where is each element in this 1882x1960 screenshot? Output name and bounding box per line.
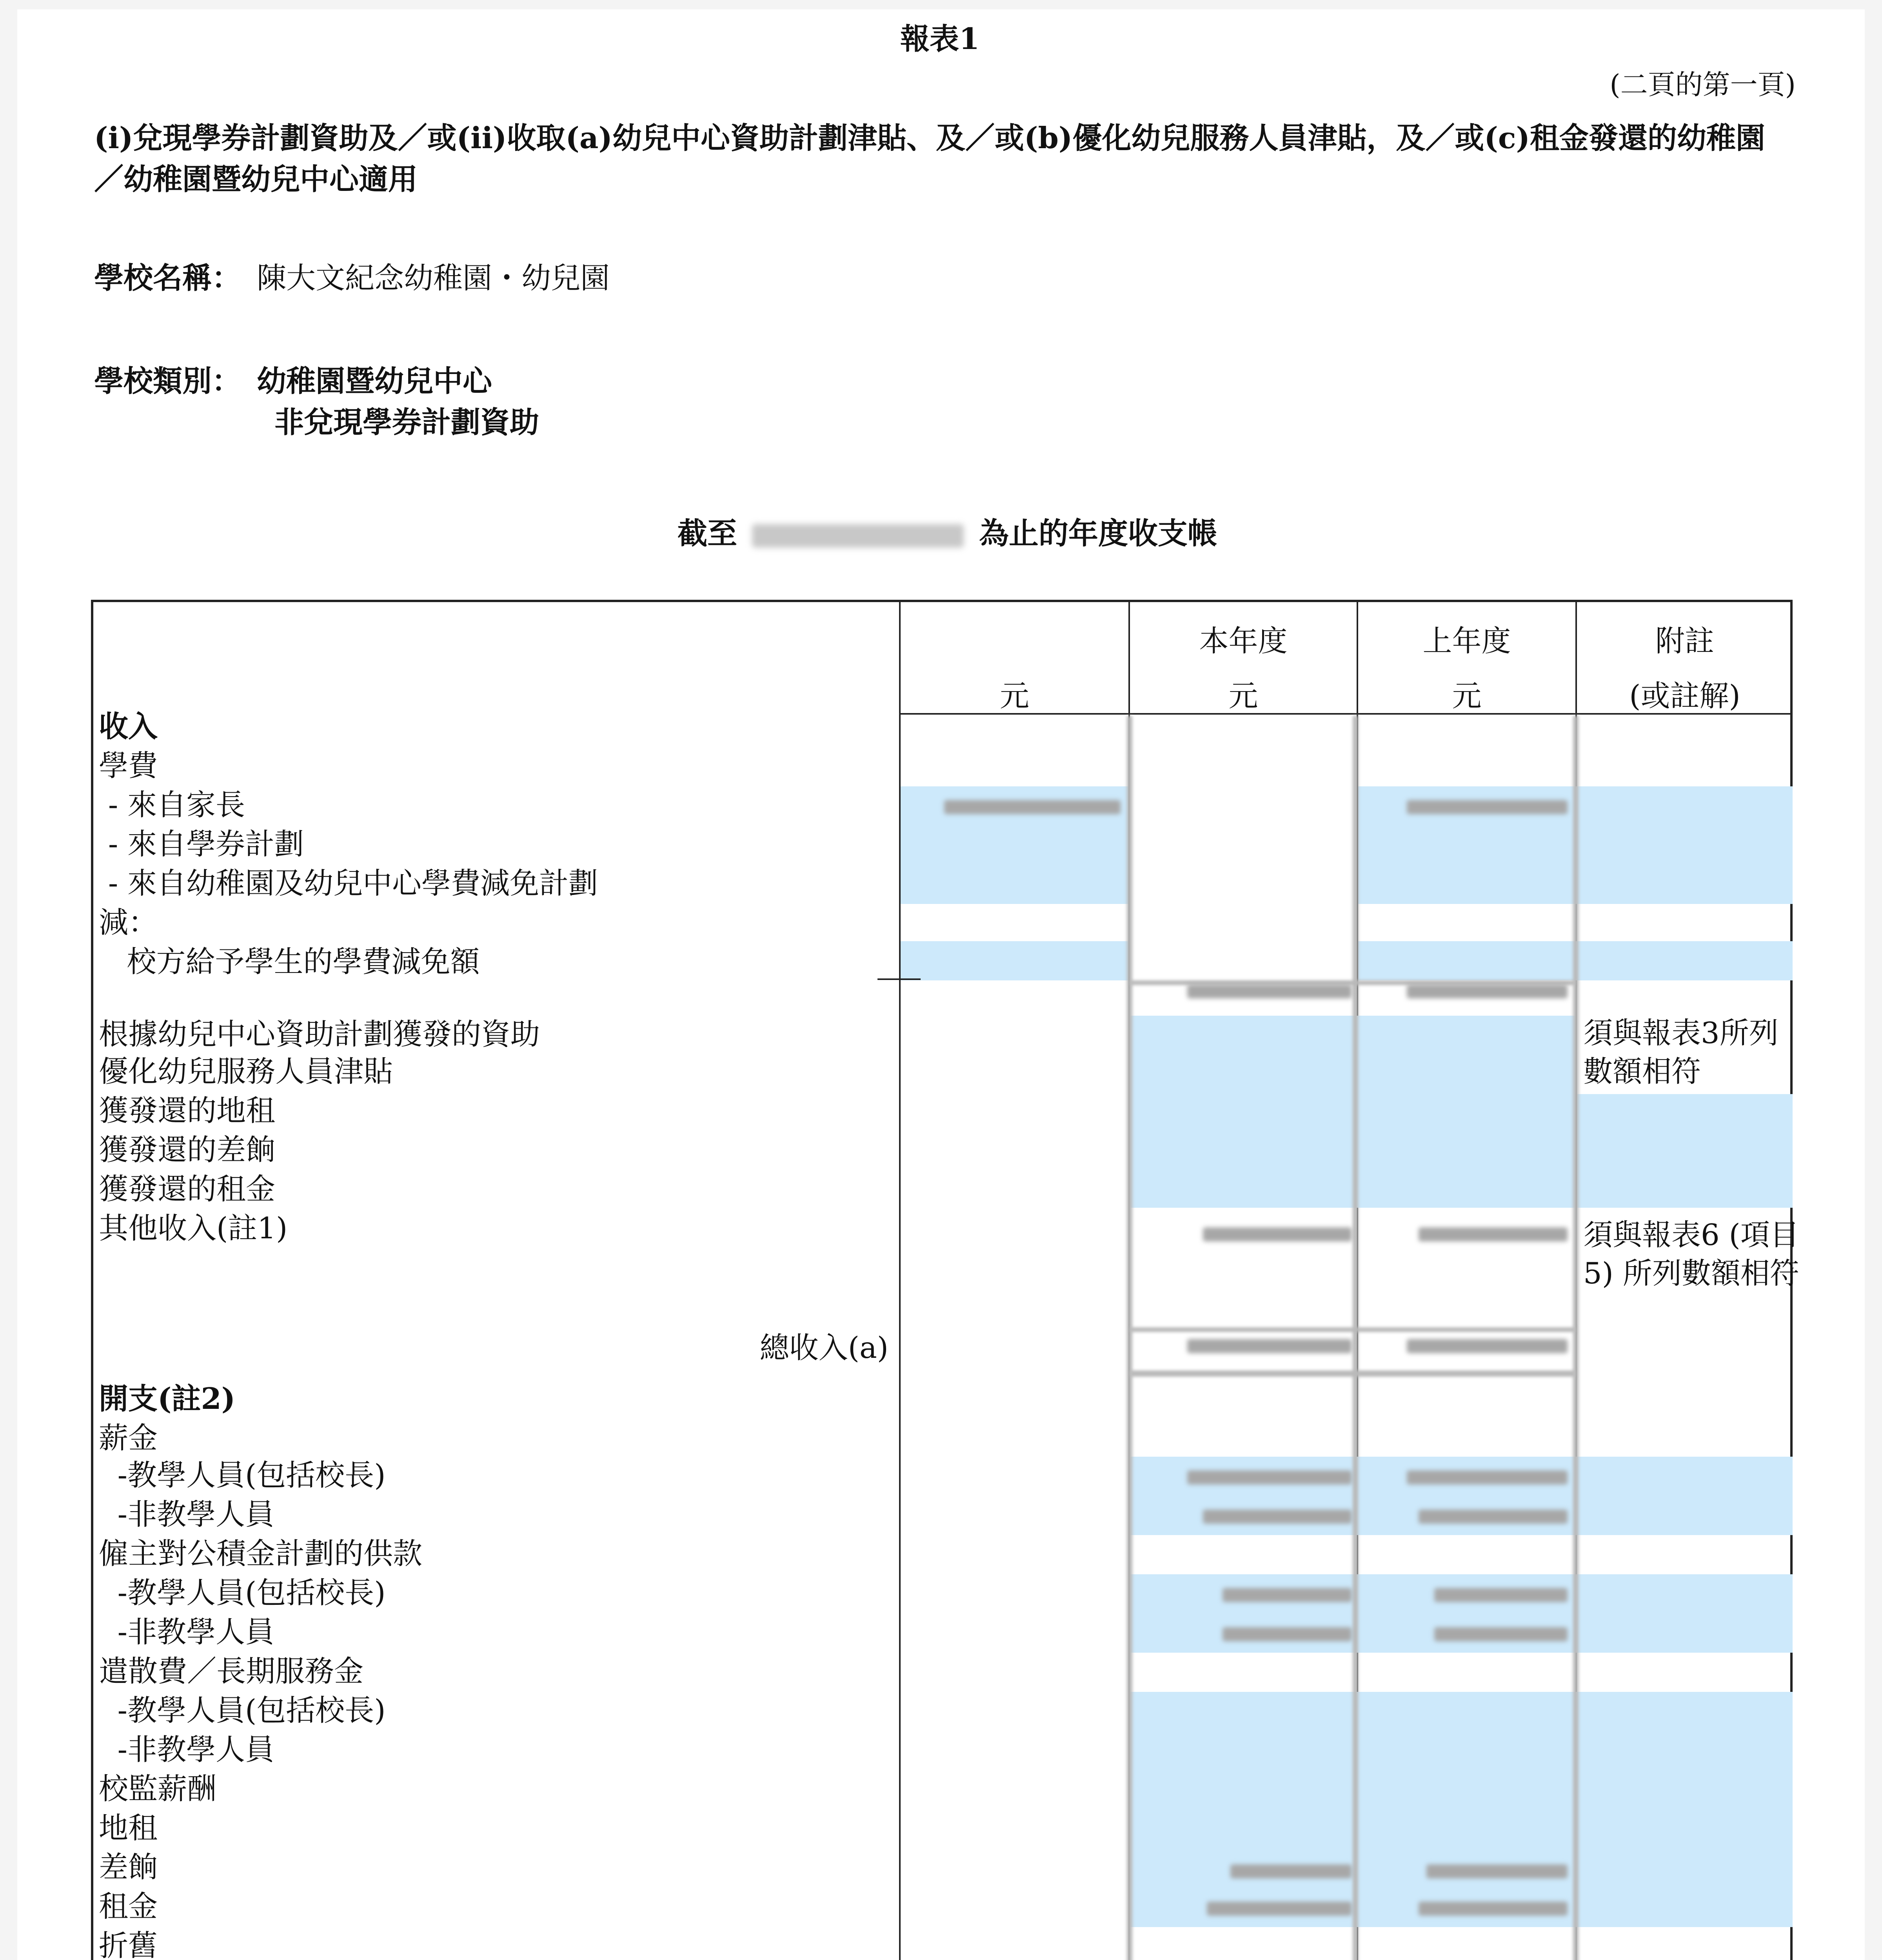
note-report3: 須與報表3所列數額相符 bbox=[1583, 1016, 1778, 1089]
row-label: - 來自家長 bbox=[99, 788, 245, 822]
row-label: 學費 bbox=[99, 748, 158, 783]
row-label: 遣散費／長期服務金 bbox=[99, 1654, 364, 1688]
amount-redacted bbox=[1407, 1339, 1568, 1353]
col-prior-unit: 元 bbox=[1452, 679, 1482, 713]
row-label: -教學人員(包括校長) bbox=[99, 1458, 386, 1492]
amount-redacted bbox=[1434, 1588, 1568, 1602]
amount-redacted bbox=[1187, 1339, 1352, 1353]
col-note-sub: (或註解) bbox=[1629, 679, 1740, 713]
applicability-statement: (i)兌現學券計劃資助及／或(ii)收取(a)幼兒中心資助計劃津貼、及／或(b)優化幼兒服務人員津貼，及／或(c)租金發還的幼稚園／幼稚園暨幼兒中心適用 bbox=[94, 121, 1766, 196]
row-label: - 來自幼稚園及幼兒中心學費減免計劃 bbox=[99, 866, 598, 900]
period-prefix: 截至 bbox=[678, 516, 737, 551]
amount-redacted bbox=[1426, 1864, 1568, 1878]
row-label: 獲發還的差餉 bbox=[99, 1132, 276, 1167]
amount-redacted bbox=[1419, 1902, 1568, 1916]
amount-redacted bbox=[1187, 1470, 1352, 1485]
school-name-label: 學校名稱： bbox=[94, 261, 242, 295]
income-expenditure-table bbox=[91, 600, 1799, 1960]
amount-redacted bbox=[1187, 984, 1352, 998]
row-label: 收入 bbox=[99, 709, 158, 744]
period-suffix: 為止的年度收支帳 bbox=[979, 516, 1217, 551]
row-label: 折舊 bbox=[99, 1928, 158, 1960]
amount-guide bbox=[1127, 716, 1132, 1960]
row-label: 校監薪酬 bbox=[99, 1771, 217, 1806]
row-label: 總收入(a) bbox=[759, 1330, 888, 1365]
row-label: 獲發還的租金 bbox=[99, 1172, 276, 1206]
col-prior-title: 上年度 bbox=[1422, 624, 1511, 658]
col-current-unit: 元 bbox=[1228, 679, 1258, 713]
report-number: 報表1 bbox=[900, 22, 980, 56]
col-blank-unit: 元 bbox=[999, 679, 1029, 713]
row-label: - 來自學券計劃 bbox=[99, 827, 304, 861]
row-label: 開支(註2) bbox=[99, 1381, 236, 1416]
row-label: 差餉 bbox=[99, 1850, 158, 1884]
amount-redacted bbox=[1407, 800, 1568, 814]
amount-redacted bbox=[1207, 1902, 1352, 1916]
amount-redacted bbox=[1434, 1627, 1568, 1641]
col-note-title: 附註 bbox=[1655, 624, 1714, 658]
row-label: -非教學人員 bbox=[99, 1615, 275, 1649]
school-type-line-1: 幼稚園暨幼兒中心 bbox=[257, 364, 492, 398]
amount-redacted bbox=[1419, 1510, 1568, 1524]
period-title bbox=[678, 510, 1217, 552]
short-rule bbox=[877, 978, 921, 980]
row-label: 地租 bbox=[99, 1811, 158, 1845]
row-label: 獲發還的地租 bbox=[99, 1093, 276, 1128]
amount-redacted bbox=[1203, 1227, 1352, 1241]
amount-redacted bbox=[944, 800, 1121, 814]
input-band bbox=[1130, 1692, 1793, 1927]
amount-redacted bbox=[1223, 1627, 1352, 1641]
row-label: 租金 bbox=[99, 1889, 158, 1924]
row-label: 其他收入(註1) bbox=[99, 1211, 288, 1245]
row-label: -非教學人員 bbox=[99, 1497, 275, 1532]
row-label: -教學人員(包括校長) bbox=[99, 1575, 386, 1610]
amount-redacted bbox=[1407, 1470, 1568, 1485]
amount-redacted bbox=[1203, 1510, 1352, 1524]
row-label: 僱主對公積金計劃的供款 bbox=[99, 1536, 423, 1571]
input-band bbox=[901, 941, 1128, 980]
row-label: -教學人員(包括校長) bbox=[99, 1693, 386, 1728]
amount-redacted bbox=[1407, 984, 1568, 998]
row-label: 校方給予學生的學費減免額 bbox=[99, 944, 480, 979]
row-label: -非教學人員 bbox=[99, 1732, 275, 1767]
note-report6-item5: 須與報表6 (項目5) 所列數額相符 bbox=[1583, 1218, 1799, 1290]
input-band bbox=[1577, 1094, 1793, 1208]
amount-redacted bbox=[1223, 1588, 1352, 1602]
school-name: 陳大文紀念幼稚園・幼兒園 bbox=[257, 261, 610, 295]
row-label: 減： bbox=[99, 905, 158, 940]
amount-redacted bbox=[1230, 1864, 1352, 1878]
row-label: 薪金 bbox=[99, 1421, 158, 1455]
amount-redacted bbox=[1419, 1227, 1568, 1241]
redacted-date bbox=[752, 524, 964, 548]
total-rule bbox=[1130, 1327, 1575, 1332]
school-type-label: 學校類別： bbox=[94, 364, 242, 398]
school-type-line-2: 非兌現學券計劃資助 bbox=[274, 405, 540, 439]
amount-guide bbox=[1353, 716, 1358, 1960]
row-label: 根據幼兒中心資助計劃獲發的資助 bbox=[99, 1017, 540, 1051]
total-rule bbox=[1130, 1370, 1575, 1377]
row-label: 優化幼兒服務人員津貼 bbox=[99, 1054, 393, 1089]
col-current-title: 本年度 bbox=[1199, 624, 1288, 658]
amount-guide bbox=[1573, 716, 1579, 1960]
page-of-indicator: (二頁的第一頁) bbox=[1610, 69, 1796, 101]
